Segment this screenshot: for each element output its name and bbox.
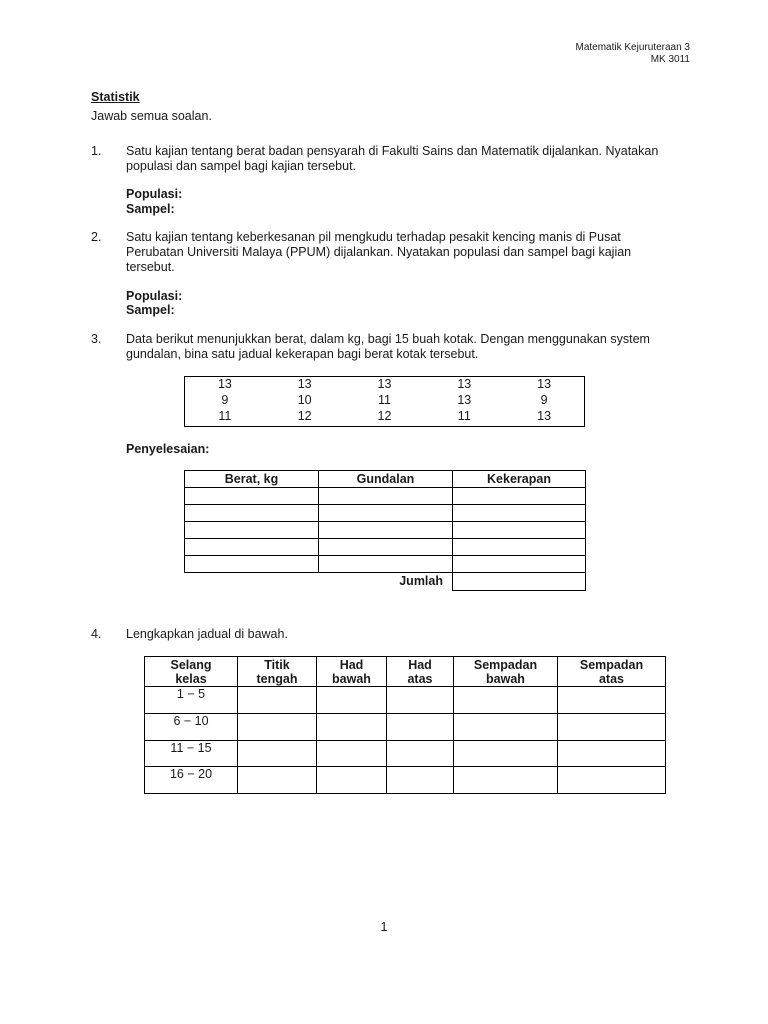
question-text-line: gundalan, bina satu jadual kekerapan bagi berat kotak tersebut. — [126, 347, 479, 361]
empty-cell — [319, 488, 453, 505]
header-line: Titik — [264, 657, 290, 672]
data-value: 9 — [221, 393, 229, 407]
data-value: 13 — [457, 377, 472, 391]
empty-cell — [319, 522, 453, 539]
populasi-label: Populasi: — [126, 289, 183, 303]
empty-cell — [185, 505, 319, 522]
empty-cell — [454, 687, 558, 714]
table-row — [185, 505, 586, 522]
empty-cell — [453, 556, 586, 573]
empty-cell — [558, 741, 666, 767]
empty-cell — [558, 714, 666, 741]
table-row — [145, 741, 666, 767]
empty-cell — [453, 522, 586, 539]
sampel-label: Sampel: — [126, 303, 175, 317]
total-row — [185, 573, 586, 591]
empty-cell — [238, 687, 317, 714]
table-row — [145, 714, 666, 741]
header-line: atas — [407, 671, 433, 686]
course-name: Matematik Kejuruteraan 3 — [575, 42, 690, 53]
header-line: atas — [598, 671, 625, 686]
question-text-line: Satu kajian tentang berat badan pensyarah di Fakulti Sains dan Matematik dijalankan. Nyatakan — [126, 144, 659, 158]
header-line: Sempadan — [579, 657, 644, 672]
empty-cell — [185, 488, 319, 505]
empty-cell — [558, 687, 666, 714]
class-interval-table — [144, 656, 666, 794]
empty-cell — [454, 767, 558, 794]
page-number: 1 — [380, 920, 388, 934]
instruction: Jawab semua soalan. — [91, 109, 212, 123]
data-value: 11 — [378, 393, 391, 407]
header-line: kelas — [175, 671, 207, 686]
empty-cell — [185, 539, 319, 556]
empty-cell — [185, 556, 319, 573]
empty-cell — [453, 488, 586, 505]
empty-cell — [238, 767, 317, 794]
sampel-label: Sampel: — [126, 202, 175, 216]
empty-cell — [185, 522, 319, 539]
table-row — [185, 488, 586, 505]
empty-cell — [387, 714, 454, 741]
empty-cell — [319, 539, 453, 556]
question-text-line: Perubatan Universiti Malaya (PPUM) dijalankan. Nyatakan populasi dan sampel bagi kajian — [126, 245, 632, 259]
header-line: Had — [408, 657, 432, 672]
header-line: bawah — [332, 671, 371, 686]
table-row — [185, 539, 586, 556]
table-row — [185, 556, 586, 573]
table-header-row — [145, 657, 666, 687]
empty-cell — [558, 767, 666, 794]
class-interval-label: 16 − 20 — [145, 767, 238, 794]
total-cell — [453, 573, 586, 591]
header-line: Selang — [170, 657, 212, 672]
column-header: Berat, kg — [185, 471, 319, 488]
weight-data-box — [184, 376, 585, 427]
data-row — [185, 392, 584, 408]
question-text-line: Lengkapkan jadual di bawah. — [126, 627, 288, 641]
empty-cell — [317, 687, 387, 714]
empty-cell — [387, 767, 454, 794]
class-interval-label: 11 − 15 — [145, 741, 238, 767]
data-value: 12 — [377, 409, 392, 423]
empty-cell — [238, 741, 317, 767]
column-header — [558, 657, 666, 687]
empty-cell — [317, 714, 387, 741]
table-row — [145, 687, 666, 714]
table-header-row — [185, 471, 586, 488]
data-row — [185, 408, 584, 424]
empty-cell — [319, 505, 453, 522]
data-value: 11 — [457, 409, 471, 423]
data-value: 13 — [377, 377, 392, 391]
empty-cell — [453, 505, 586, 522]
table-row — [145, 767, 666, 794]
question-number: 3. — [91, 332, 102, 346]
question-number: 1. — [91, 144, 102, 158]
data-value: 13 — [297, 377, 312, 391]
header-line: Sempadan — [473, 657, 538, 672]
question-number: 2. — [91, 230, 102, 244]
weight-data-table — [185, 376, 584, 424]
empty-cell — [454, 714, 558, 741]
populasi-label: Populasi: — [126, 187, 183, 201]
section-title: Statistik — [91, 90, 140, 104]
header-line: Had — [339, 657, 364, 672]
table-row — [185, 522, 586, 539]
data-value: 12 — [297, 409, 312, 423]
header-line: tengah — [256, 671, 298, 686]
course-code: MK 3011 — [650, 54, 690, 65]
question-text-line: Satu kajian tentang keberkesanan pil mengkudu terhadap pesakit kencing manis di Pusat — [126, 230, 621, 244]
empty-cell — [453, 539, 586, 556]
data-value: 11 — [218, 409, 232, 423]
empty-cell — [319, 556, 453, 573]
column-header — [145, 657, 238, 687]
question-text-line: Data berikut menunjukkan berat, dalam kg, bagi 15 buah kotak. Dengan menggunakan system — [126, 332, 650, 346]
question-text-line: populasi dan sampel bagi kajian tersebut. — [126, 159, 357, 173]
empty-cell — [317, 767, 387, 794]
class-interval-label: 1 − 5 — [145, 687, 238, 714]
empty-cell — [387, 687, 454, 714]
empty-cell — [317, 741, 387, 767]
column-header — [387, 657, 454, 687]
frequency-table — [184, 470, 586, 591]
data-value: 13 — [537, 409, 552, 423]
question-number: 4. — [91, 627, 102, 641]
empty-cell — [387, 741, 454, 767]
data-value: 10 — [297, 393, 312, 407]
header-line: bawah — [486, 671, 525, 686]
solution-label: Penyelesaian: — [126, 442, 210, 456]
data-value: 13 — [217, 377, 232, 391]
data-row — [185, 376, 584, 392]
empty-cell — [238, 714, 317, 741]
data-value: 13 — [457, 393, 472, 407]
data-value: 9 — [540, 393, 548, 407]
empty-cell — [454, 741, 558, 767]
column-header — [454, 657, 558, 687]
class-interval-label: 6 − 10 — [145, 714, 238, 741]
column-header: Kekerapan — [453, 471, 586, 488]
total-label: Jumlah — [185, 573, 453, 591]
column-header — [317, 657, 387, 687]
data-value: 13 — [537, 377, 552, 391]
question-text-line: tersebut. — [126, 260, 175, 274]
column-header: Gundalan — [319, 471, 453, 488]
column-header — [238, 657, 317, 687]
